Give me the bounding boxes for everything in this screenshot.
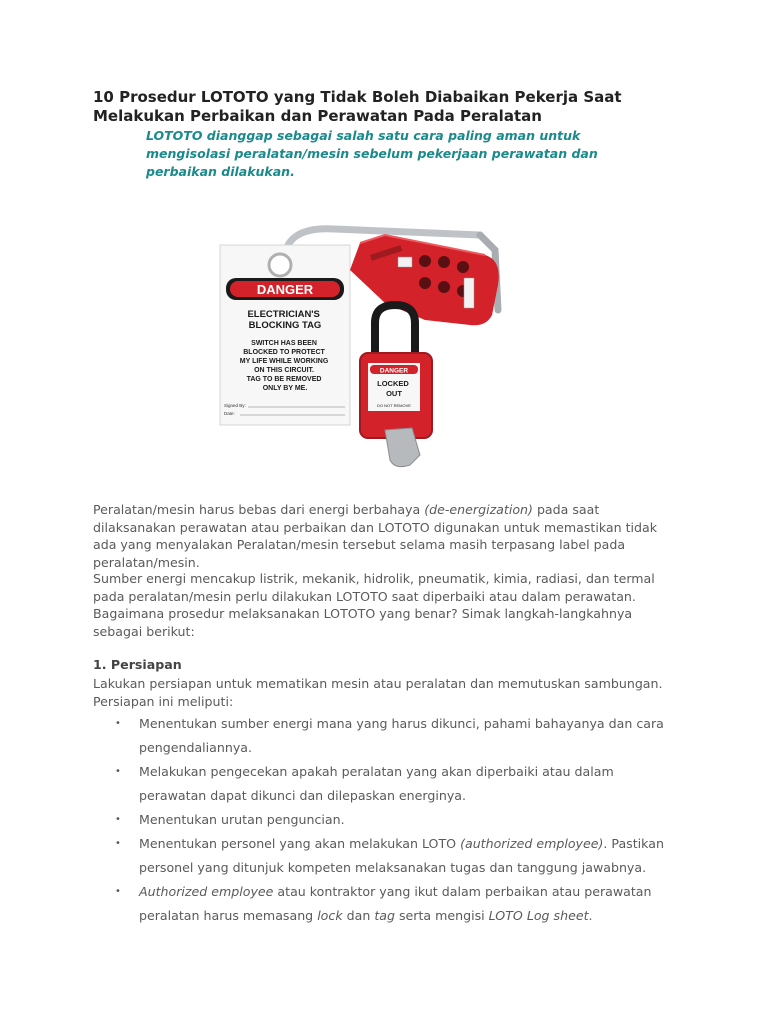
tag-header-text: DANGER (256, 282, 314, 297)
tag-signed-by: Signed By: (224, 403, 246, 408)
list-item-text: . Pastikan personel yang ditunjuk kompeten melaksanakan tugas dan tanggung jawabnya. (139, 836, 664, 875)
loto-kit-image (210, 215, 530, 480)
lock-label-top: DANGER (379, 367, 409, 375)
bullet-icon: • (115, 718, 121, 729)
lock-label-main: LOCKED OUT (377, 379, 409, 398)
tag-date: Date: (224, 411, 235, 416)
article-subtitle: LOTOTO dianggap sebagai salah satu cara paling aman untuk mengisolasi peralatan/mesin sebelum pekerjaan perawatan dan perbaikan dilakukan. (146, 128, 598, 179)
bullet-icon: • (115, 766, 121, 777)
bullet-icon: • (115, 838, 121, 849)
paragraph-energy-sources: Sumber energi mencakup listrik, mekanik, hidrolik, pneumatik, kimia, radiasi, dan termal pada peralatan/mesin perlu dilakukan LOTOTO saat diperbaiki atau dalam perawatan. Bagaimana prosedur melaksanakan LOTOTO yang benar? Simak langkah-langkahnya sebagai berikut: (93, 571, 655, 639)
section-intro-persiapan: Lakukan persiapan untuk mematikan mesin atau peralatan dan memutuskan sambungan. Persiapan ini meliputi: (93, 676, 663, 709)
list-item (93, 832, 673, 880)
list-item-emphasis: Authorized employee (139, 884, 274, 899)
red-hasp (350, 235, 499, 325)
list-item-text: Menentukan urutan penguncian. (139, 812, 345, 827)
list-item-emphasis: tag (374, 908, 395, 923)
red-padlock (360, 305, 432, 467)
lock-label-bottom: DO NOT REMOVE (377, 403, 411, 408)
loto-kit-illustration (210, 215, 530, 480)
paragraph-intro (93, 501, 673, 571)
list-item-emphasis: LOTO Log sheet (488, 908, 589, 923)
paragraph-intro-emphasis: (de-energization) (424, 502, 533, 517)
list-item-text: Melakukan pengecekan apakah peralatan yang akan diperbaiki atau dalam perawatan dapat dikunci dan dilepaskan energinya. (139, 764, 614, 803)
list-item-text: Menentukan sumber energi mana yang harus dikunci, pahami bahayanya dan cara pengendaliannya. (139, 716, 664, 755)
section-heading-persiapan: 1. Persiapan (93, 657, 182, 672)
list-item-emphasis: lock (317, 908, 343, 923)
list-item (93, 760, 673, 808)
list-item (93, 808, 673, 832)
list-item-text: Menentukan personel yang akan melakukan LOTO (139, 836, 461, 851)
bullet-icon: • (115, 886, 121, 897)
bullet-icon: • (115, 814, 121, 825)
list-item-text: . (588, 908, 593, 923)
tag-body-text: SWITCH HAS BEEN BLOCKED TO PROTECT MY LIFE WHILE WORKING ON THIS CIRCUIT. TAG TO BE REMOVED ONLY BY ME. (239, 340, 329, 392)
list-item-text: atau kontraktor yang ikut dalam perbaikan atau perawatan peralatan harus memasang (139, 884, 652, 923)
article-title: 10 Prosedur LOTOTO yang Tidak Boleh Diabaikan Pekerja Saat Melakukan Perbaikan dan Perawatan Pada Peralatan (93, 88, 622, 125)
danger-tag (220, 245, 350, 425)
list-item-emphasis: (authorized employee) (460, 836, 604, 851)
list-item-text: serta mengisi (394, 908, 489, 923)
tag-title-text: ELECTRICIAN'S BLOCKING TAG (247, 309, 322, 331)
paragraph-intro-text-a: Peralatan/mesin harus bebas dari energi berbahaya (93, 502, 425, 517)
persiapan-list (93, 712, 673, 928)
paragraph-intro-text-b: pada saat dilaksanakan perawatan atau perbaikan dan LOTOTO digunakan untuk memastikan tidak ada yang menyalakan Peralatan/mesin tersebut selama masih terpasang label pada peralatan/mesin. (93, 502, 658, 570)
list-item-text: dan (342, 908, 375, 923)
list-item (93, 712, 673, 760)
list-item (93, 880, 673, 928)
